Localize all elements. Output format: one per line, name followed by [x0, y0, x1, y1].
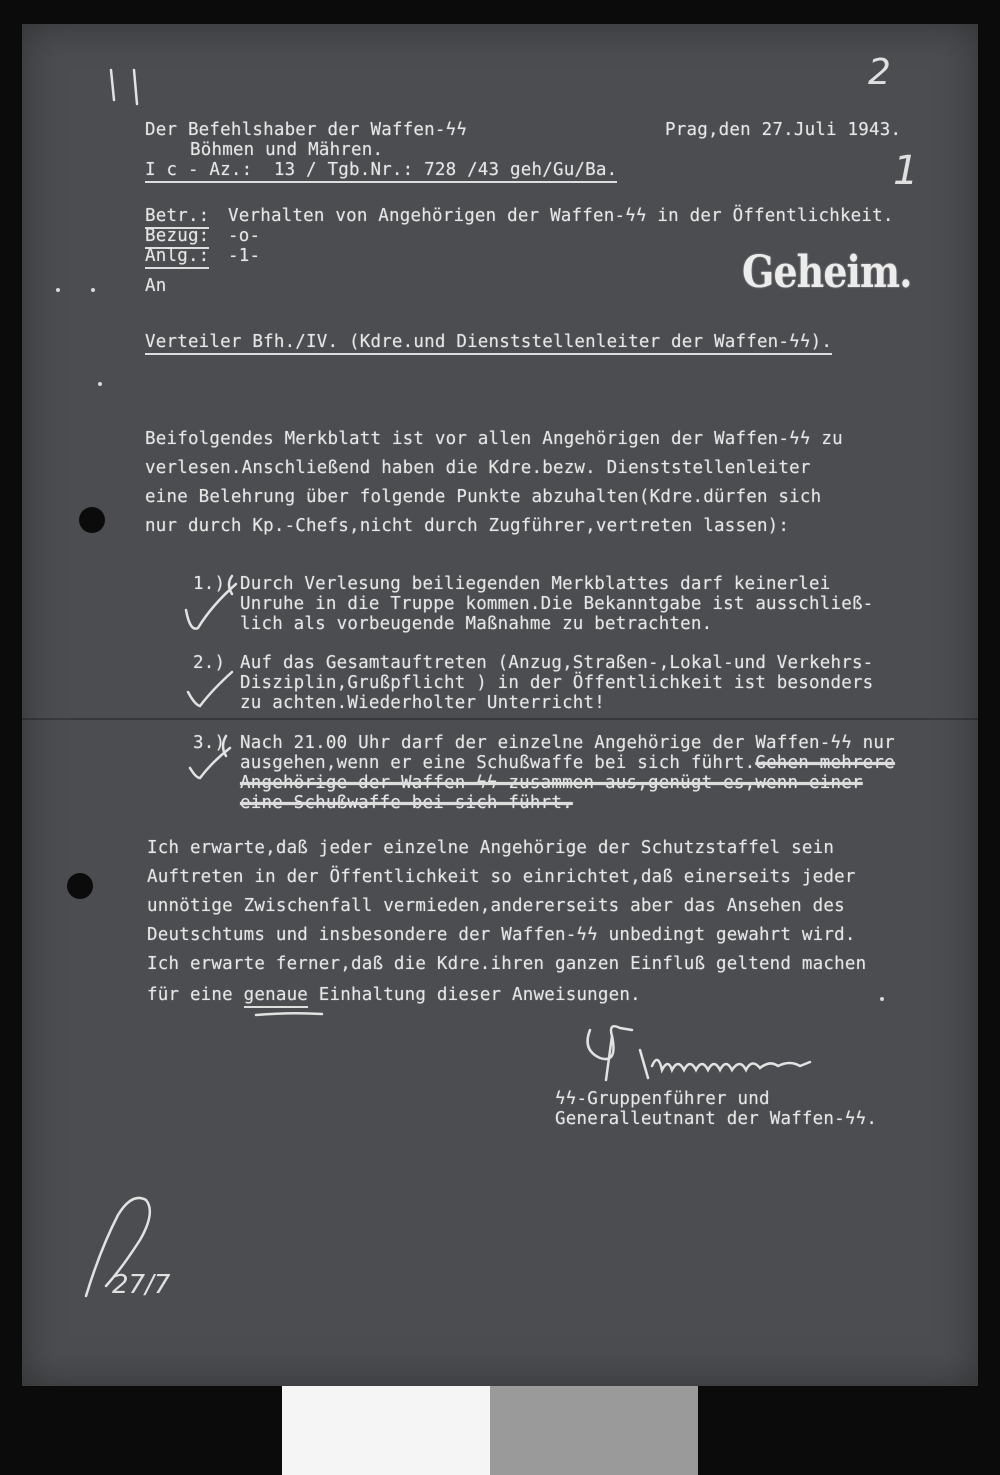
point-line: Unruhe in die Truppe kommen.Die Bekanntgabe ist ausschließ-: [240, 594, 874, 614]
underlined-word: genaue: [244, 985, 308, 1008]
margin-note: 27/7: [112, 1270, 171, 1300]
anlg-text: -1-: [228, 246, 261, 266]
signature-icon: [640, 1050, 810, 1078]
intro-line: nur durch Kp.-Chefs,nicht durch Zugführer,vertreten lassen):: [145, 516, 790, 536]
an-label: An: [145, 276, 167, 296]
paraph-icon: [86, 1198, 150, 1296]
closing-text: für eine: [147, 985, 244, 1005]
point-number: 2.): [193, 653, 226, 673]
anlg-label: Anlg.:: [145, 246, 209, 269]
sender-line-2: Böhmen und Mähren.: [190, 140, 384, 160]
point-line: Auf das Gesamtauftreten (Anzug,Straßen-,Lokal-und Verkehrs-: [240, 653, 874, 673]
closing-line: Auftreten in der Öffentlichkeit so einrichtet,daß einerseits jeder: [147, 867, 856, 887]
struck-text: Gehen mehrere: [755, 753, 895, 773]
closing-line: unnötige Zwischenfall vermieden,andererseits aber das Ansehen des: [147, 896, 845, 916]
corner-mark: 2: [868, 52, 891, 93]
sender-line-1: Der Befehlshaber der Waffen-ϟϟ: [145, 120, 468, 140]
point-line: Nach 21.00 Uhr darf der einzelne Angehörige der Waffen-ϟϟ nur: [240, 733, 895, 753]
intro-line: Beifolgendes Merkblatt ist vor allen Angehörigen der Waffen-ϟϟ zu: [145, 429, 843, 449]
intro-line: verlesen.Anschließend haben die Kdre.bezw. Dienststellenleiter: [145, 458, 811, 478]
point-line: Disziplin,Grußpflicht ) in der Öffentlichkeit ist besonders: [240, 673, 874, 693]
struck-text: eine Schußwaffe bei sich führt.: [240, 793, 573, 813]
closing-line: Ich erwarte ferner,daß die Kdre.ihren ganzen Einfluß geltend machen: [147, 954, 867, 974]
point-line: Durch Verlesung beiliegenden Merkblattes darf keinerlei: [240, 574, 831, 594]
check-mark-icon: [186, 584, 236, 629]
point-line-kept: ausgehen,wenn er eine Schußwaffe bei sich führt.: [240, 753, 756, 773]
calibration-strip-white: [282, 1386, 490, 1475]
reference-number: I c - Az.: 13 / Tgb.Nr.: 728 /43 geh/Gu/Ba.: [145, 160, 617, 183]
point-line: zu achten.Wiederholter Unterricht!: [240, 693, 606, 713]
place-date: Prag,den 27.Juli 1943.: [665, 120, 902, 140]
signature-rank-line-1: ϟϟ-Gruppenführer und: [555, 1089, 770, 1109]
underline-stroke: [256, 1013, 322, 1015]
bracket-mark: [229, 576, 232, 594]
ink-stroke: [134, 70, 137, 104]
closing-text: Einhaltung dieser Anweisungen.: [308, 985, 641, 1005]
page-mark: 1: [893, 148, 919, 194]
struck-text: Angehörige der Waffen-ϟϟ zusammen aus,genügt es,wenn einer: [240, 773, 863, 793]
classification-stamp: Geheim.: [742, 247, 912, 298]
ink-stroke: [111, 70, 114, 100]
distribution-line: Verteiler Bfh./IV. (Kdre.und Dienststellenleiter der Waffen-ϟϟ).: [145, 332, 832, 355]
point-number: 1.): [193, 574, 226, 594]
calibration-strip-grey: [490, 1386, 698, 1475]
betr-text: Verhalten von Angehörigen der Waffen-ϟϟ in der Öffentlichkeit.: [228, 206, 894, 226]
intro-line: eine Belehrung über folgende Punkte abzuhalten(Kdre.dürfen sich: [145, 487, 822, 507]
bezug-text: -o-: [228, 226, 261, 246]
signature-rank-line-2: Generalleutnant der Waffen-ϟϟ.: [555, 1109, 878, 1129]
betr-label: Betr.:: [145, 206, 209, 229]
closing-line: Ich erwarte,daß jeder einzelne Angehörige der Schutzstaffel sein: [147, 838, 835, 858]
bracket-mark: [223, 736, 226, 756]
closing-line: Deutschtums und insbesondere der Waffen-ϟϟ unbedingt gewahrt wird.: [147, 925, 856, 945]
point-number: 3.): [193, 733, 226, 753]
check-mark-icon: [188, 672, 232, 706]
bezug-label: Bezug:: [145, 226, 209, 249]
point-line: lich als vorbeugende Maßnahme zu betrachten.: [240, 614, 713, 634]
